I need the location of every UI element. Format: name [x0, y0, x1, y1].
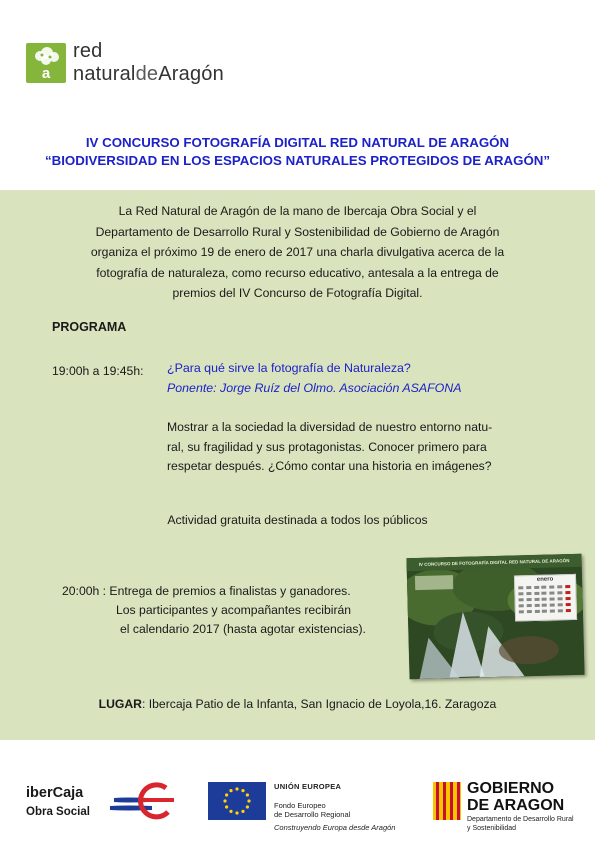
calendar-day — [519, 598, 524, 601]
eu-star — [235, 787, 238, 790]
gobierno-department: Departamento de Desarrollo Rural — [467, 816, 574, 823]
calendar-day — [526, 592, 531, 595]
intro-paragraph — [40, 201, 555, 304]
eu-label: UNIÓN EUROPEA — [274, 782, 342, 791]
calendar-day — [542, 604, 547, 607]
calendar-day — [549, 585, 554, 588]
awards-line: 20:00h : Entrega de premios a finalistas y ganadores. — [62, 584, 351, 598]
calendar-day — [527, 610, 532, 613]
eu-star — [223, 799, 226, 802]
intro-line: La Red Natural de Aragón de la mano de Ibercaja Obra Social y el — [118, 204, 477, 218]
calendar-image — [406, 554, 584, 680]
location — [0, 697, 595, 711]
calendar-day — [557, 591, 562, 594]
calendar-day — [534, 610, 539, 613]
aragon-coat-of-arms-icon — [433, 782, 461, 820]
intro-line: premios del IV Concurso de Fotografía Digital. — [172, 286, 423, 300]
calendar-day — [550, 597, 555, 600]
calendar-day — [534, 586, 539, 589]
calendar-day — [566, 609, 571, 612]
gobierno-logo-line2: DE ARAGON — [467, 797, 565, 814]
calendar-day — [519, 610, 524, 613]
calendar-day — [526, 598, 531, 601]
talk-time: 19:00h a 19:45h: — [52, 364, 144, 378]
contest-subtitle: “BIODIVERSIDAD EN LOS ESPACIOS NATURALES PROTEGIDOS DE ARAGÓN” — [44, 153, 551, 168]
calendar-day — [557, 585, 562, 588]
calendar-day — [542, 598, 547, 601]
location-text: : Ibercaja Patio de la Infanta, San Ignacio de Loyola,16. Zaragoza — [141, 697, 497, 711]
logo-text-natural-de-aragon — [73, 63, 224, 85]
eu-star — [246, 793, 249, 796]
calendar-day — [542, 610, 547, 613]
eu-flag-icon — [208, 782, 266, 820]
eu-star — [246, 805, 249, 808]
logo-text-natural: natural — [73, 63, 136, 85]
eu-fund-line: Fondo Europeo — [274, 801, 326, 810]
calendar-day — [526, 586, 531, 589]
red-natural-logo — [26, 40, 286, 87]
logo-text-de: de — [135, 63, 159, 85]
intro-line: fotografía de naturaleza, como recurso educativo, antesala a la entrega de — [96, 265, 499, 280]
description-line: ral, su fragilidad y sus protagonistas. Conocer primero para — [167, 439, 487, 454]
calendar-day — [534, 598, 539, 601]
ibercaja-logo-name: iberCaja — [26, 785, 84, 801]
calendar-day — [565, 597, 570, 600]
ibercaja-symbol-icon — [108, 780, 176, 820]
eu-star — [229, 810, 232, 813]
eu-star — [247, 799, 250, 802]
calendar-day — [565, 591, 570, 594]
awards-line: el calendario 2017 (hasta agotar existencias). — [120, 622, 366, 636]
contest-title: IV CONCURSO FOTOGRAFÍA DIGITAL RED NATURAL DE ARAGÓN — [85, 135, 510, 150]
logo-text-red: red — [73, 40, 103, 62]
calendar-day — [565, 585, 570, 588]
calendar-day — [518, 592, 523, 595]
talk-title: ¿Para qué sirve la fotografía de Naturaleza? — [167, 361, 411, 375]
description-line: Mostrar a la sociedad la diversidad de nuestro entorno natu- — [167, 420, 493, 434]
program-heading: PROGRAMA — [52, 320, 127, 334]
eu-star — [229, 789, 232, 792]
intro-line: organiza el próximo 19 de enero de 2017 una charla divulgativa acerca de la — [90, 245, 505, 259]
eu-motto: Construyendo Europa desde Aragón — [274, 823, 396, 832]
calendar-day — [534, 604, 539, 607]
gobierno-logo-line1: GOBIERNO — [467, 780, 555, 797]
calendar-day — [558, 603, 563, 606]
calendar-month: enero — [536, 576, 554, 583]
eu-star — [241, 789, 244, 792]
eu-star — [241, 810, 244, 813]
ibercaja-logo-subtitle: Obra Social — [26, 806, 90, 818]
calendar-day — [558, 609, 563, 612]
calendar-day — [550, 591, 555, 594]
logo-badge — [26, 43, 66, 83]
calendar-day — [519, 604, 524, 607]
awards-block — [62, 582, 366, 639]
location-label: LUGAR — [98, 697, 142, 711]
talk-description — [167, 418, 557, 477]
calendar-day — [550, 609, 555, 612]
calendar-day — [542, 586, 547, 589]
calendar-grid — [514, 574, 577, 622]
calendar-day — [558, 597, 563, 600]
calendar-day — [550, 603, 555, 606]
eu-star — [235, 811, 238, 814]
description-line: respetar después. ¿Cómo contar una historia en imágenes? — [167, 459, 492, 473]
eu-star — [225, 793, 228, 796]
intro-line: Departamento de Desarrollo Rural y Sostenibilidad de Gobierno de Aragón — [95, 224, 500, 239]
logo-text-aragon: Aragón — [158, 63, 224, 85]
free-activity-note: Actividad gratuita destinada a todos los públicos — [167, 513, 428, 527]
calendar-day — [526, 604, 531, 607]
calendar-days — [518, 585, 573, 616]
calendar-day — [542, 592, 547, 595]
awards-line: Los participantes y acompañantes recibirán — [116, 603, 352, 617]
gobierno-department: y Sostenibilidad — [467, 825, 517, 832]
talk-speaker: Ponente: Jorge Ruíz del Olmo. Asociación ASAFONA — [167, 381, 462, 395]
logo-badge-letter: a — [41, 65, 51, 82]
calendar-day — [534, 592, 539, 595]
eu-star — [225, 805, 228, 808]
eu-fund-line: de Desarrollo Regional — [274, 810, 351, 819]
calendar-day — [565, 603, 570, 606]
calendar-header: IV CONCURSO DE FOTOGRAFÍA DIGITAL RED NATURAL DE ARAGÓN — [406, 554, 581, 572]
calendar-day — [518, 586, 523, 589]
